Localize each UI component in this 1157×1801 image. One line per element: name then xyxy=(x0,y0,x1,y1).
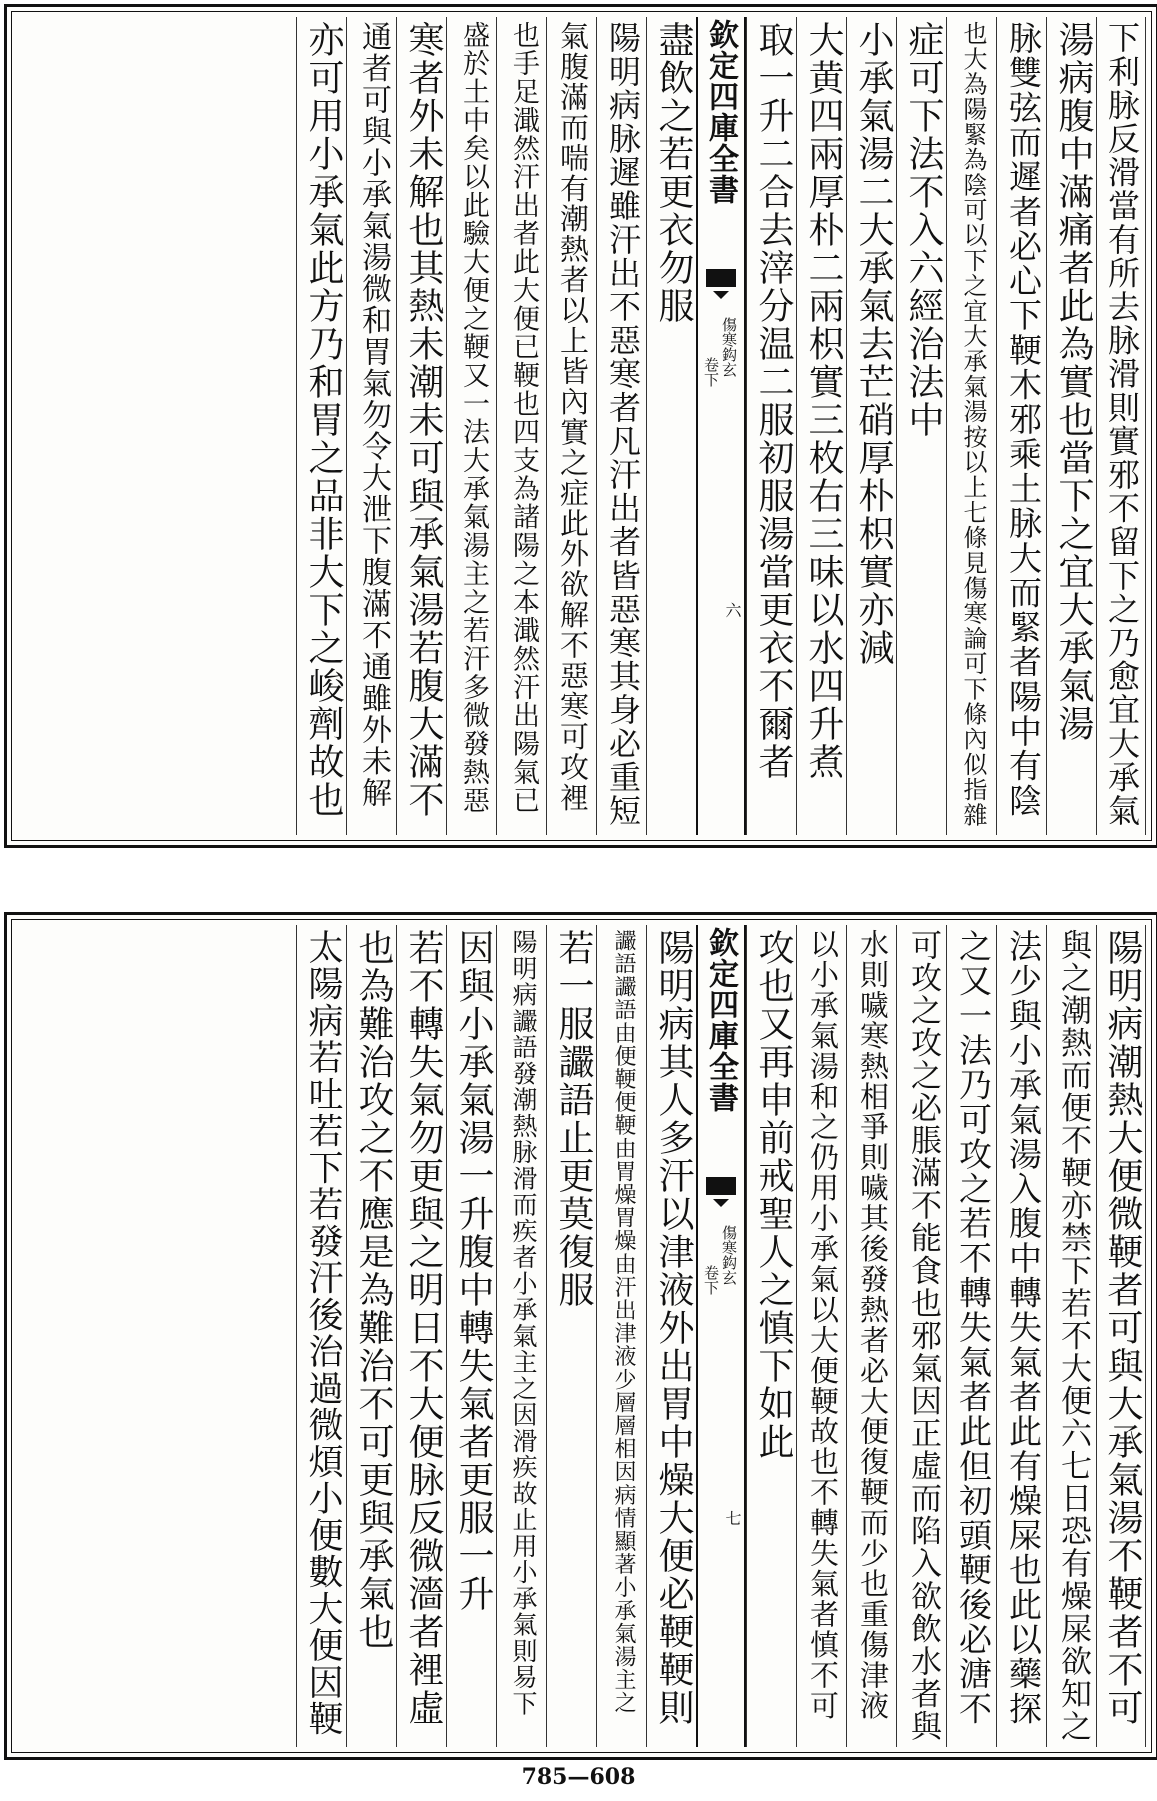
center-fold-column xyxy=(696,17,746,835)
text-column xyxy=(796,925,846,1747)
fish-tail-mark-icon xyxy=(706,269,736,287)
text-column xyxy=(946,925,996,1747)
column-text: 之又一法乃可攻之若不轉失氣者此但初頭鞕後必溏不 xyxy=(954,929,993,1726)
column-text: 法少與小承氣湯入腹中轉失氣者此有燥屎也此以藥探 xyxy=(1004,929,1043,1726)
column-text: 小承氣湯二大承氣去芒硝厚朴枳實亦減 xyxy=(853,21,894,667)
text-column xyxy=(396,925,446,1747)
text-column xyxy=(446,17,496,835)
text-column xyxy=(346,925,396,1747)
text-column xyxy=(996,17,1046,835)
text-column xyxy=(846,17,896,835)
text-column xyxy=(346,17,396,835)
book-title: 欽定四庫全書 xyxy=(703,927,738,1113)
column-text: 盡飲之若更衣勿服 xyxy=(653,21,694,325)
text-column xyxy=(546,17,596,835)
upper-page xyxy=(4,4,1157,848)
column-text: 湯病腹中滿痛者此為實也當下之宜大承氣湯 xyxy=(1053,21,1094,743)
text-column xyxy=(496,925,546,1747)
text-column xyxy=(846,925,896,1747)
column-text: 也大為陽緊為陰可以下之宜大承氣湯按以上七條見傷寒論可下條內似指雜 xyxy=(959,21,987,828)
column-text: 若不轉失氣勿更與之明日不大便脉反微濇者裡虛 xyxy=(403,929,444,1727)
text-column xyxy=(1096,925,1146,1747)
text-column xyxy=(646,17,696,835)
column-text: 陽明病潮熱大便微鞕者可與大承氣湯不鞕者不可 xyxy=(1102,929,1143,1727)
column-text: 取一升二合去滓分温二服初服湯當更衣不爾者 xyxy=(753,21,794,781)
footer-page-code: 785—608 xyxy=(521,1764,636,1790)
column-text: 陽明病讝語發潮熱脉滑而疾者小承氣主之因滑疾故止用小承氣則易下 xyxy=(509,929,538,1717)
column-text: 亦可用小承氣此方乃和胃之品非大下之峻劑故也 xyxy=(303,21,344,819)
text-column xyxy=(1096,17,1146,835)
column-text: 症可下法不入六經治法中 xyxy=(903,21,944,439)
text-column xyxy=(496,17,546,835)
page-number: 七 xyxy=(723,1510,742,1526)
column-text: 攻也又再申前戒聖人之慎下如此 xyxy=(753,929,794,1461)
column-text: 可攻之攻之必脹滿不能食也邪氣因正虛而陷入欲飲水者與 xyxy=(905,929,941,1743)
text-column xyxy=(596,925,646,1747)
text-column xyxy=(996,925,1046,1747)
column-text: 盛於土中矣以此驗大便之鞕又一法大承氣湯主之若汗多微發熱惡 xyxy=(458,21,489,815)
column-text: 也為難治攻之不應是為難治不可更與承氣也 xyxy=(353,929,394,1651)
column-text: 脉雙弦而遲者必心下鞕木邪乘土脉大而緊者陽中有陰 xyxy=(1004,21,1043,818)
text-column xyxy=(296,925,346,1747)
book-subtitle: 傷寒鈎玄 xyxy=(720,1225,738,1285)
lower-page-columns xyxy=(17,925,1146,1747)
column-text: 以小承氣湯和之仍用小承氣以大便鞕故也不轉失氣者慎不可 xyxy=(806,929,840,1721)
column-text: 若一服讝語止更莫復服 xyxy=(553,929,594,1309)
text-column xyxy=(746,17,796,835)
upper-page-columns xyxy=(17,17,1146,835)
text-column xyxy=(896,17,946,835)
column-text: 也手足濈然汗出者此大便已鞕也四支為諸陽之本濈然汗出陽氣已 xyxy=(508,21,539,815)
text-column xyxy=(746,925,796,1747)
fish-tail-mark-icon xyxy=(706,1177,736,1195)
column-text: 通者可與小承氣湯微和胃氣勿令大泄下腹滿不通雖外未解 xyxy=(356,21,391,809)
center-fold-column xyxy=(696,925,746,1747)
column-text: 氣腹滿而喘有潮熱者以上皆內實之症此外欲解不惡寒可攻裡 xyxy=(556,21,590,813)
text-column xyxy=(296,17,346,835)
column-text: 寒者外未解也其熱未潮未可與承氣湯若腹大滿不 xyxy=(403,21,444,819)
text-column xyxy=(546,925,596,1747)
text-column xyxy=(646,925,696,1747)
column-text: 大黄四兩厚朴二兩枳實三枚右三味以水四升煮 xyxy=(803,21,844,781)
column-text: 水則噦寒熱相爭則噦其後發熱者必大便復鞕而少也重傷津液 xyxy=(856,929,890,1721)
page-number: 六 xyxy=(723,602,742,618)
column-text: 太陽病若吐若下若發汗後治過微煩小便數大便因鞕 xyxy=(303,929,343,1738)
column-text: 下利脉反滑當有所去脉滑則實邪不留下之乃愈宜大承氣 xyxy=(1103,21,1141,828)
volume-label: 卷下 xyxy=(702,357,720,387)
text-column xyxy=(946,17,996,835)
text-column xyxy=(1046,17,1096,835)
column-text: 陽明病其人多汗以津液外出胃中燥大便必鞕鞕則 xyxy=(653,929,694,1727)
text-column xyxy=(896,925,946,1747)
book-title: 欽定四庫全書 xyxy=(703,19,738,205)
column-text: 陽明病脉遲雖汗出不惡寒者凡汗出者皆惡寒其身必重短 xyxy=(604,21,642,828)
column-text: 與之潮熱而便不鞕亦禁下若不大便六七日恐有燥屎欲知之 xyxy=(1055,929,1091,1743)
text-column xyxy=(446,925,496,1747)
volume-label: 卷下 xyxy=(702,1265,720,1295)
lower-page xyxy=(4,912,1157,1760)
text-column xyxy=(1046,925,1096,1747)
text-column xyxy=(596,17,646,835)
book-subtitle: 傷寒鈎玄 xyxy=(720,317,738,377)
column-text: 讝語讝語由便鞕便鞕由胃燥胃燥由汗出津液少層層相因病情顯著小承氣湯主之 xyxy=(611,929,636,1715)
text-column xyxy=(396,17,446,835)
column-text: 因與小承氣湯一升腹中轉失氣者更服一升 xyxy=(453,929,494,1613)
text-column xyxy=(796,17,846,835)
